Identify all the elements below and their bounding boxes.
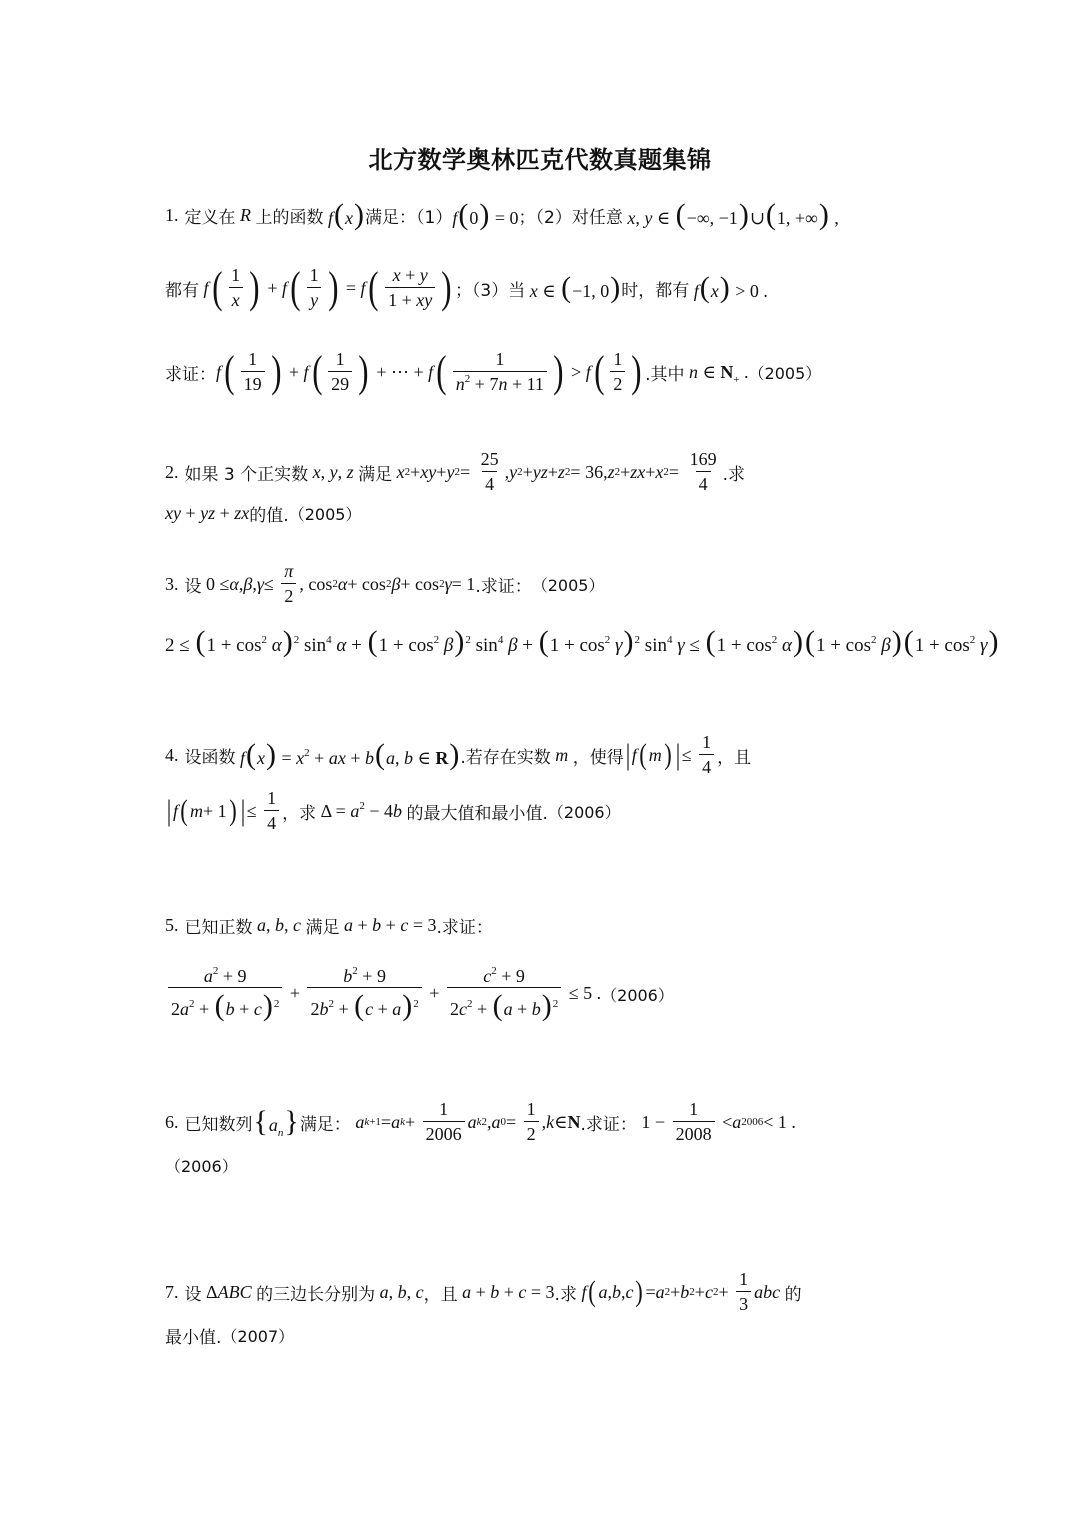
- problem-text: 求证：: [165, 364, 216, 385]
- problem-year: （2006）: [547, 802, 621, 822]
- problem-3-line-2: [165, 622, 1050, 662]
- problem-text: ，使得: [572, 747, 624, 768]
- math-expression: n ∈ $N_+$ .: [688, 361, 749, 386]
- math-expression: $2 \le (1 + \cos^2 \alpha)^2$ $\sin^4 \alpha + (1 + \cos^2 \beta)^2$ $\sin^4 \beta + (1 + \cos^2 \gamma)^2$ $\sin^4 \gamma \le (1 + \cos^2 \alpha)(1 + \cos^2 \beta)(1 + \cos^2 \gamma)$: [165, 625, 999, 658]
- math-expression: 0 ≤ α , β , γ ≤ $\frac{\pi}{2}$ , cos 2 α + cos 2 β + cos 2 γ = 1: [201, 561, 476, 606]
- problem-year: （2005）: [288, 504, 362, 524]
- problem-text: 都有: [165, 280, 199, 301]
- problem-text: .求证：: [580, 1114, 637, 1135]
- problem-text: 的三边长分别为: [256, 1284, 376, 1305]
- problem-text: 的值.: [249, 505, 289, 526]
- problem-3-line-1: [165, 558, 1050, 610]
- math-expression: | f ( m + 1 ) | ≤ $\frac{1}{4}$: [165, 789, 282, 833]
- problem-text: .求: [722, 464, 745, 485]
- math-expression: f ( $\frac{1}{19}$ ) + f ( $\frac{1}{29}$ ) + ⋯ + f ( $\frac{1}{n^2 + 7n + 11}$ ) > f ( $\frac{1}{2}$ ): [216, 347, 642, 396]
- problem-6-line-2: [165, 1152, 1050, 1178]
- problem-text: 时，都有: [621, 280, 690, 301]
- problem-text: 设: [184, 1284, 202, 1305]
- problem-text: 定义在: [184, 207, 236, 228]
- problem-number: 3.: [165, 573, 179, 594]
- problem-text: 满足: [358, 464, 393, 485]
- math-expression: | f ( m ) | ≤ $\frac{1}{4}$: [624, 733, 717, 777]
- problem-text: .若存在实数: [460, 747, 551, 768]
- problem-7-line-2: [165, 1322, 1050, 1348]
- math-expression: x, y ∈ (−∞, −1)∪(1, +∞) ,: [627, 198, 839, 231]
- problem-text: ；（2）对任意: [518, 207, 623, 228]
- math-expression: ΔABC: [201, 1281, 252, 1302]
- problem-2-line-1: [165, 444, 1050, 500]
- problem-year: （2005）: [531, 575, 605, 595]
- problem-number: 2.: [165, 461, 179, 482]
- math-expression: x 2 + xy + y 2 = $\frac{25}{4}$ , y 2 + yz + z 2 = 36, z 2 + zx + x 2 = $\frac{169}{4}$: [396, 449, 717, 494]
- math-expression: m: [555, 744, 569, 765]
- problem-text: ，且: [423, 1284, 458, 1305]
- math-expression: a + b + c = 3: [344, 914, 437, 935]
- math-expression: f ( $\frac{1}{x}$ ) + f ( $\frac{1}{y}$ ) = f ( $\frac{x + y}{1 + xy}$ ): [203, 263, 452, 312]
- problem-text: ，且: [717, 747, 752, 768]
- problem-number: 1.: [165, 204, 179, 225]
- problem-text: 已知正数: [184, 917, 253, 938]
- problem-2-line-2: [165, 500, 1050, 526]
- problem-text: 上的函数: [255, 207, 324, 228]
- problem-text: 最小值.: [165, 1327, 222, 1348]
- math-expression: x, y, z: [312, 461, 354, 482]
- math-expression: $\{a_n\}$: [253, 1105, 299, 1139]
- problem-text: ；（3）当: [454, 280, 526, 301]
- problem-text: 满足: [305, 917, 340, 938]
- problem-text: 如果 3 个正实数: [184, 464, 309, 485]
- math-expression: f(x) > 0 .: [693, 271, 768, 304]
- problem-1-line-1: [165, 200, 1050, 230]
- math-expression: a + b + c = 3: [462, 1281, 555, 1302]
- problem-text: 满足：（1）: [365, 207, 453, 228]
- problem-5-line-1: [165, 912, 1050, 938]
- math-expression: f ( a , b , c ) = a 2 + b 2 + c 2 + $\frac{1}{3}$ abc: [581, 1269, 781, 1314]
- problem-text: 的: [784, 1284, 802, 1305]
- problem-text: .求: [554, 1284, 577, 1305]
- problem-text: 满足：: [299, 1114, 351, 1135]
- math-expression: f(x): [328, 198, 365, 231]
- problem-text: .求证：: [436, 917, 493, 938]
- problem-year: （2006）: [165, 1156, 238, 1176]
- problem-1-line-2: [165, 258, 1050, 318]
- problem-4-line-2: [165, 786, 1050, 836]
- math-expression: a, b, c: [379, 1281, 424, 1302]
- problem-text: 已知数列: [184, 1114, 253, 1135]
- problem-text: 设: [184, 576, 202, 597]
- document-title: 北方数学奥林匹克代数真题集锦: [368, 146, 712, 174]
- problem-text: 的最大值和最小值.: [406, 803, 548, 824]
- problem-number: 7.: [165, 1281, 179, 1302]
- math-expression: xy + yz + zx: [165, 502, 250, 523]
- problem-7-line-1: [165, 1266, 1050, 1318]
- math-expression: x ∈ (−1, 0): [529, 271, 621, 304]
- math-expression: 1 − $\frac{1}{2008}$ < a 2006 < 1 .: [636, 1099, 796, 1144]
- math-expression: $\Delta = a^2 - 4b$: [316, 799, 402, 821]
- problem-4-line-1: [165, 730, 1050, 780]
- math-expression: a, b, c: [257, 914, 301, 935]
- problem-year: （2006）: [601, 985, 674, 1005]
- problem-text: .求证：: [475, 576, 532, 597]
- problem-1-line-3: [165, 342, 1050, 402]
- math-expression: R: [240, 204, 251, 225]
- math-expression: f(0) = 0: [452, 198, 519, 231]
- problem-text: .其中: [645, 364, 685, 385]
- math-expression: $f(x) = x^2$ + ax + b(a, b ∈ R): [240, 738, 460, 771]
- problem-year: （2005）: [748, 363, 822, 383]
- problem-number: 6.: [165, 1111, 179, 1132]
- problem-text: ，求: [282, 803, 317, 824]
- math-expression: $\frac{a^2 + 9}{2a^2 + (b + c)^2}$ + $\frac{b^2 + 9}{2b^2 + (c + a)^2}$ + $\frac{c^2 + 9}{2c^2 + (a + b)^2}$ ≤ 5 .: [165, 967, 601, 1022]
- problem-number: 4.: [165, 744, 179, 765]
- problem-text: 设函数: [184, 747, 236, 768]
- problem-6-line-1: [165, 1096, 1050, 1148]
- problem-5-line-2: [165, 962, 1050, 1026]
- math-expression: a k+1 = a k + $\frac{1}{2006}$ a k 2 , a 0 = $\frac{1}{2}$ , k ∈ N: [355, 1099, 581, 1144]
- problem-year: （2007）: [221, 1326, 295, 1346]
- problem-number: 5.: [165, 914, 179, 935]
